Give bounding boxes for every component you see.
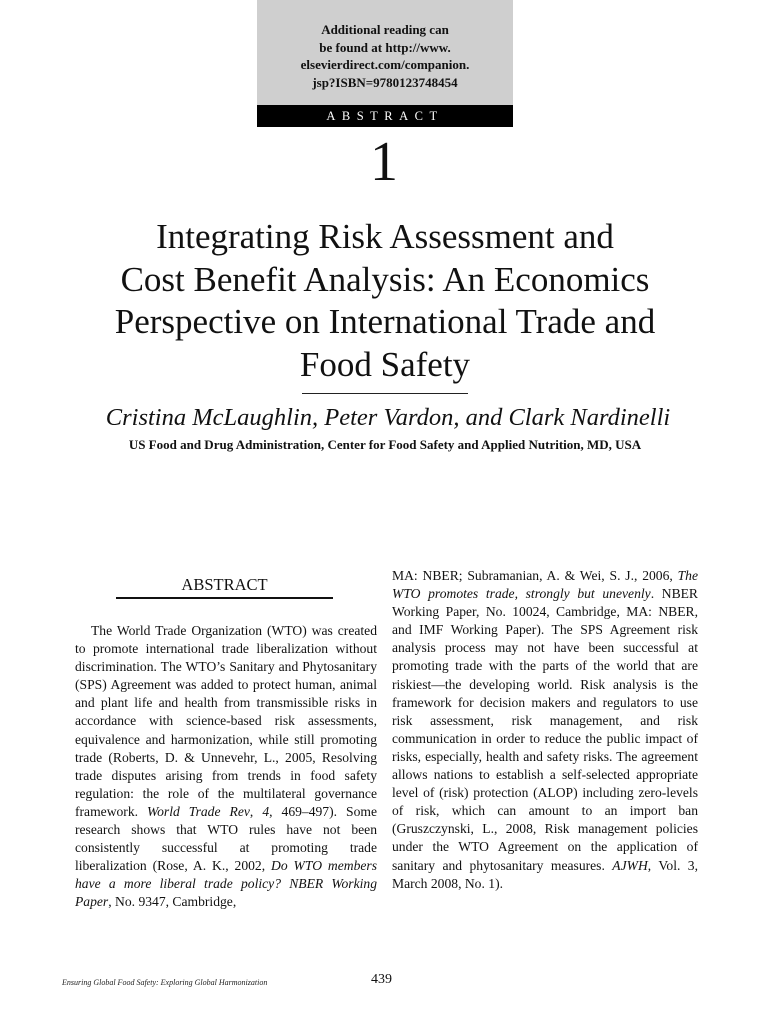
chapter-title — [40, 216, 730, 386]
authors: Cristina McLaughlin, Peter Vardon, and Clark Nardinelli — [105, 404, 671, 431]
chapter-title-line: Food Safety — [299, 344, 471, 384]
cited-work-title: The WTO promotes trade, strongly but unevenly — [392, 568, 698, 602]
abstract-text: MA: NBER; Subramanian, A. & Wei, S. J., 2006, — [392, 568, 678, 583]
additional-reading-line: Additional reading can — [321, 22, 449, 37]
abstract-text: , — [249, 803, 263, 819]
abstract-heading-rule — [116, 597, 333, 599]
abstract-label-bar: ABSTRACT — [257, 105, 513, 127]
journal-volume: 4 — [262, 803, 270, 819]
abstract-text: The World Trade Organization (WTO) was created to promote international trade liberalization without discrimination. The WTO’s Sanitary and Phytosanitary (SPS) Agreement was added to protect human, animal and plant life and health from transmissible risks in accordance with science-based risk assessments, equivalence and harmonization, while still promoting trade (Roberts, D. & Unnevehr, L., 2005, Resolving trade disputes arising from trends in food safety regulation: the role of the multilateral governance framework. — [75, 623, 377, 819]
chapter-number: 1 — [370, 131, 398, 193]
page-number: 439 — [371, 972, 392, 987]
chapter-title-line: Perspective on International Trade and — [114, 302, 656, 341]
journal-title: AJWH — [612, 857, 648, 873]
abstract-text: , 469–497). Some research shows that WTO rules have not been consistently successful at promoting trade liberalization (Rose, A. K., 2002, — [75, 803, 377, 874]
abstract-text-right-column — [392, 567, 698, 893]
additional-reading-line: elsevierdirect.com/companion. — [300, 57, 470, 72]
journal-title: World Trade Rev — [147, 803, 250, 819]
cited-work-title: Do WTO members have a more liberal trade policy? NBER Working Paper — [75, 858, 377, 910]
abstract-text: , No. 9347, Cambridge, — [108, 894, 237, 910]
abstract-text: . NBER Working Paper, No. 10024, Cambridge, MA: NBER, and IMF Working Paper). The SPS Agreement risk analysis process may not have been successful at promoting trade with the parts of the world that are riskiest—the developing world. Risk analysis is the framework for decision makers and regulators to use risk assessment, risk management, and risk communication in order to reduce the public impact of risks, especially, health and safety risks. The agreement allows nations to establish a self-selected appropriate level of (risk) protection (ALOP) including zero-levels of risk, which can amount to an import ban (Gruszczynski, L., 2008, Risk management policies under the WTO Agreement on the application of sanitary and phytosanitary measures. — [392, 586, 699, 873]
affiliation: US Food and Drug Administration, Center for Food Safety and Applied Nutrition, MD, USA — [128, 437, 642, 452]
additional-reading-line: be found at http://www. — [319, 39, 451, 55]
abstract-text: , Vol. 3, March 2008, No. 1). — [392, 857, 698, 891]
chapter-title-line: Integrating Risk Assessment and — [156, 217, 614, 256]
title-divider — [302, 393, 468, 394]
running-footer-book-title: Ensuring Global Food Safety: Exploring Global Harmonization — [62, 978, 268, 987]
additional-reading-note — [257, 0, 513, 105]
abstract-heading: ABSTRACT — [181, 575, 268, 594]
additional-reading-line: jsp?ISBN=9780123748454 — [312, 74, 458, 90]
abstract-text-left-column — [75, 622, 377, 912]
chapter-title-line: Cost Benefit Analysis: An Economics — [120, 259, 650, 299]
